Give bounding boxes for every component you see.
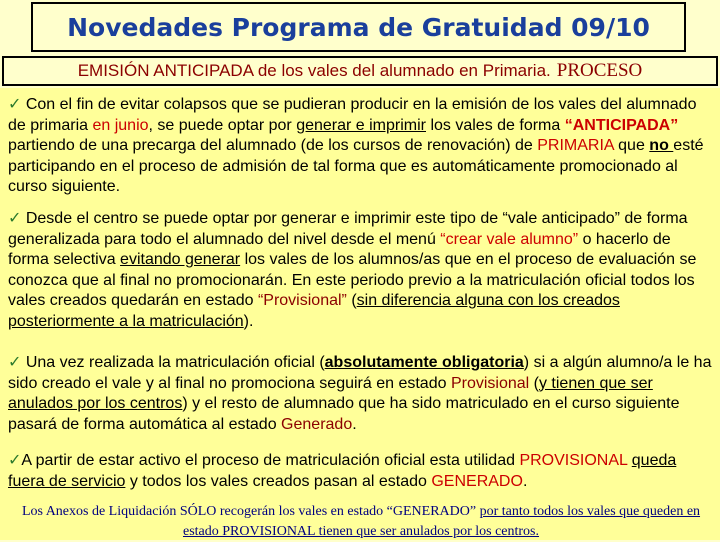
subtitle-box [2, 56, 718, 86]
p2-text-1: Desde el centro se puede optar por generar e imprimir este tipo de “vale anticipado” de forma generalizada para todo el alumnado del nivel desde el menú [8, 210, 688, 248]
footnote-underlined: por tanto todos los vales que queden en estado PROVISIONAL tienen que ser anulados por los centros. [182, 504, 701, 539]
p2-text-4: ( [346, 292, 357, 309]
p1-anticipada: “ANTICIPADA” [564, 116, 679, 134]
p3-text-3: ( [529, 374, 539, 392]
title-box [31, 2, 686, 52]
checkmark-icon: ✓ [8, 94, 22, 113]
p3-y-tienen: y tienen que ser anulados por los centros [8, 374, 653, 412]
checkmark-icon: ✓ [8, 352, 22, 371]
p1-text-5: que [613, 137, 650, 154]
paragraph-3 [8, 352, 714, 435]
p2-text-5: ). [243, 312, 254, 330]
paragraph-1 [8, 94, 714, 198]
checkmark-icon: ✓ [8, 450, 22, 469]
paragraph-2 [8, 208, 714, 332]
p1-generar: generar e imprimir [296, 116, 426, 134]
p4-text-1: A partir de estar activo el proceso de matriculación oficial esta utilidad [21, 452, 520, 469]
p3-text-4: ) y el resto de alumnado que ha sido matriculado en el curso siguiente pasará de forma automática al estado [8, 395, 680, 433]
p3-provisional: Provisional [450, 374, 530, 392]
p3-text-5: . [352, 415, 357, 433]
checkmark-icon: ✓ [8, 208, 22, 227]
subtitle-tag: PROCESO [556, 60, 643, 81]
p4-provisional: PROVISIONAL [519, 452, 628, 469]
content-area [0, 88, 720, 540]
footnote [8, 502, 714, 542]
footnote-text: Los Anexos de Liquidación SÓLO recogerán los vales en estado “GENERADO” [21, 504, 480, 519]
p3-generado: Generado [281, 415, 353, 433]
p1-text-3: los vales de forma [426, 116, 565, 134]
p1-no: no [649, 137, 674, 154]
p4-text-3: . [522, 472, 528, 490]
p4-text-2: y todos los vales creados pasan al estado [125, 472, 432, 490]
paragraph-4 [8, 450, 714, 492]
p3-absolutamente: absolutamente obligatoria [324, 354, 524, 371]
p3-text-2: ) si a algún alumno/a le ha sido creado el vale y al final no promociona seguirá en estado [8, 354, 712, 392]
subtitle-main: EMISIÓN ANTICIPADA de los vales del alumnado en Primaria. [77, 61, 551, 80]
p1-en-junio: en junio [92, 116, 149, 134]
p4-queda-fuera: queda fuera de servicio [8, 452, 677, 490]
p2-evitando: evitando generar [120, 251, 241, 268]
p2-provisional: “Provisional” [257, 292, 347, 309]
p3-text-1: Una vez realizada la matriculación oficial ( [21, 354, 325, 371]
slide-title: Novedades Programa de Gratuidad 09/10 [67, 12, 650, 42]
p1-text-2: , se puede optar por [148, 116, 297, 134]
p2-crear-vale: “crear vale alumno” [440, 230, 579, 248]
p1-text-6: esté participando en el proceso de admisión de tal forma que es automáticamente promocionado al curso siguiente. [8, 137, 704, 195]
p1-text-4: partiendo de una precarga del alumnado (de los cursos de renovación) de [8, 137, 538, 154]
p1-text-1: Con el fin de evitar colapsos que se pudieran producir en la emisión de los vales del alumnado de primaria [8, 96, 697, 134]
p2-sin-diferencia: sin diferencia alguna con los creados posteriormente a la matriculación [8, 292, 620, 330]
p1-primaria: PRIMARIA [537, 137, 614, 154]
p4-generado: GENERADO [431, 472, 523, 490]
p2-text-3: los vales de los alumnos/as que en el proceso de evaluación se conozca que al final no promocionarán. En este periodo previo a la matriculación oficial todos los vales creados quedarán en estado [8, 251, 697, 309]
p2-text-2: o hacerlo de forma selectiva [8, 230, 671, 268]
